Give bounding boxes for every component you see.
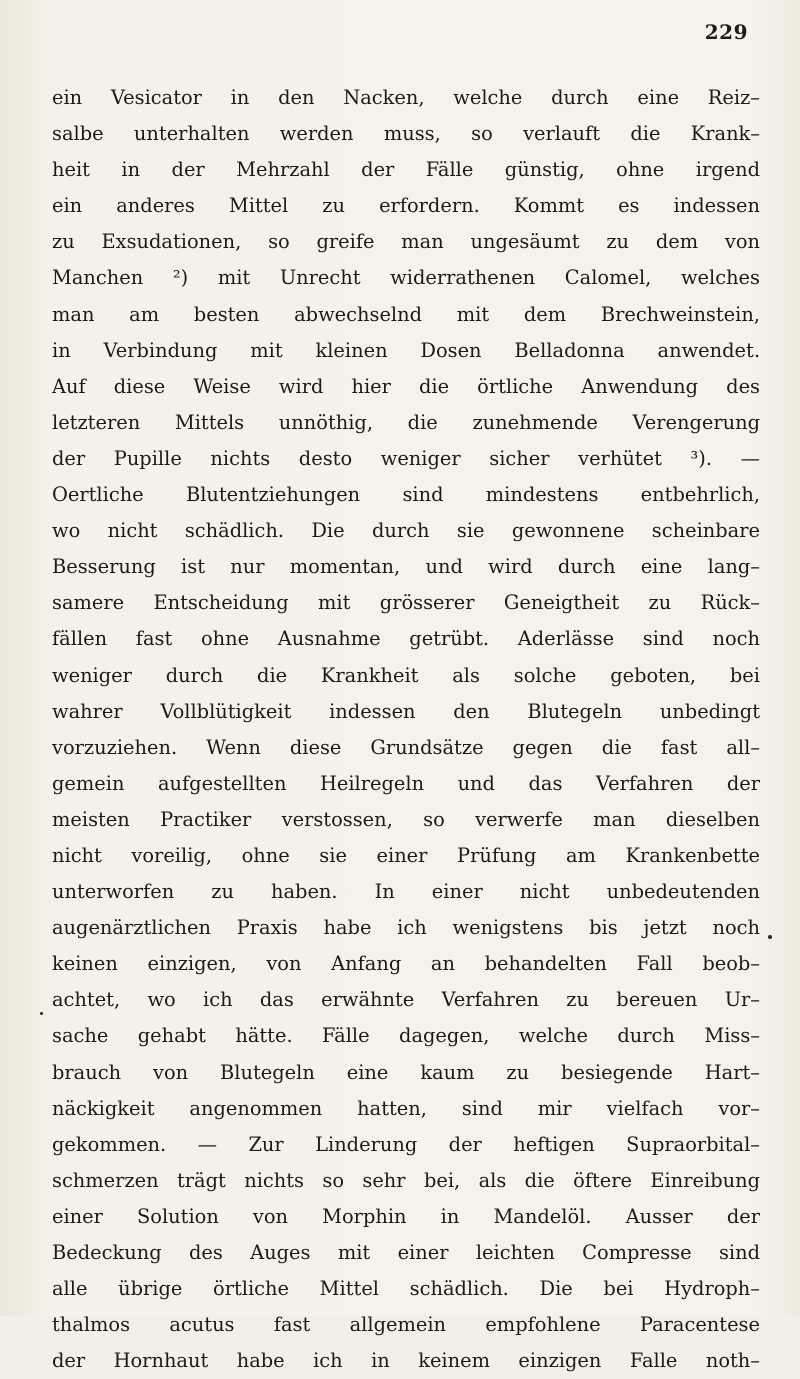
- page-number: 229: [704, 20, 748, 44]
- text-line: weniger durch die Krankheit als solche geboten, bei: [52, 663, 760, 687]
- text-line: thalmos acutus fast allgemein empfohlene Paracentese: [52, 1313, 760, 1337]
- text-line: augenärztlichen Praxis habe ich wenigstens bis jetzt noch: [52, 916, 760, 940]
- text-line: der Hornhaut habe ich in keinem einzigen Falle noth–: [52, 1349, 760, 1373]
- text-line: unterworfen zu haben. In einer nicht unbedeutenden: [52, 880, 760, 904]
- text-line: meisten Practiker verstossen, so verwerfe man dieselben: [52, 807, 760, 831]
- text-line: letzteren Mittels unnöthig, die zunehmende Verengerung: [52, 410, 760, 434]
- text-line: samere Entscheidung mit grösserer Geneigtheit zu Rück–: [52, 591, 760, 615]
- text-line: Manchen ²) mit Unrecht widerrathenen Calomel, welches: [52, 266, 760, 290]
- text-line: näckigkeit angenommen hatten, sind mir vielfach vor–: [52, 1096, 760, 1120]
- text-line: Bedeckung des Auges mit einer leichten Compresse sind: [52, 1241, 760, 1264]
- text-line: schmerzen trägt nichts so sehr bei, als die öftere Einreibung: [52, 1168, 760, 1192]
- text-line: salbe unterhalten werden muss, so verlauft die Krank–: [52, 122, 760, 146]
- text-line: nicht voreilig, ohne sie einer Prüfung am Krankenbette: [52, 843, 760, 867]
- text-line: in Verbindung mit kleinen Dosen Belladonna anwendet.: [52, 338, 760, 362]
- ink-speck: [40, 1012, 43, 1015]
- text-line: vorzuziehen. Wenn diese Grundsätze gegen die fast all–: [52, 735, 760, 759]
- text-line: zu Exsudationen, so greife man ungesäumt zu dem von: [52, 230, 760, 254]
- body-text: [52, 80, 760, 1379]
- text-line: man am besten abwechselnd mit dem Brechweinstein,: [52, 302, 760, 326]
- text-line: einer Solution von Morphin in Mandelöl. Ausser der: [52, 1204, 760, 1228]
- text-line: gemein aufgestellten Heilregeln und das Verfahren der: [52, 771, 760, 795]
- text-line: heit in der Mehrzahl der Fälle günstig, ohne irgend: [52, 158, 760, 182]
- text-line: ein Vesicator in den Nacken, welche durch eine Reiz–: [52, 86, 760, 109]
- text-line: wahrer Vollblütigkeit indessen den Blutegeln unbedingt: [52, 699, 760, 723]
- text-line: der Pupille nichts desto weniger sicher verhütet ³). —: [52, 446, 760, 470]
- ink-speck: [768, 935, 772, 939]
- text-line: fällen fast ohne Ausnahme getrübt. Aderlässe sind noch: [52, 627, 760, 651]
- text-line: achtet, wo ich das erwähnte Verfahren zu bereuen Ur–: [52, 988, 760, 1012]
- text-line: Besserung ist nur momentan, und wird durch eine lang–: [52, 555, 760, 579]
- text-line: Oertliche Blutentziehungen sind mindestens entbehrlich,: [52, 483, 760, 507]
- text-line: sache gehabt hätte. Fälle dagegen, welche durch Miss–: [52, 1024, 760, 1048]
- text-line: gekommen. — Zur Linderung der heftigen Supraorbital–: [52, 1132, 760, 1156]
- text-line: ein anderes Mittel zu erfordern. Kommt es indessen: [52, 194, 760, 218]
- text-line: Auf diese Weise wird hier die örtliche Anwendung des: [52, 374, 760, 398]
- text-line: wo nicht schädlich. Die durch sie gewonnene scheinbare: [52, 519, 760, 543]
- text-line: keinen einzigen, von Anfang an behandelten Fall beob–: [52, 952, 760, 976]
- text-line: brauch von Blutegeln eine kaum zu besiegende Hart–: [52, 1060, 760, 1084]
- text-line: alle übrige örtliche Mittel schädlich. Die bei Hydroph–: [52, 1277, 760, 1301]
